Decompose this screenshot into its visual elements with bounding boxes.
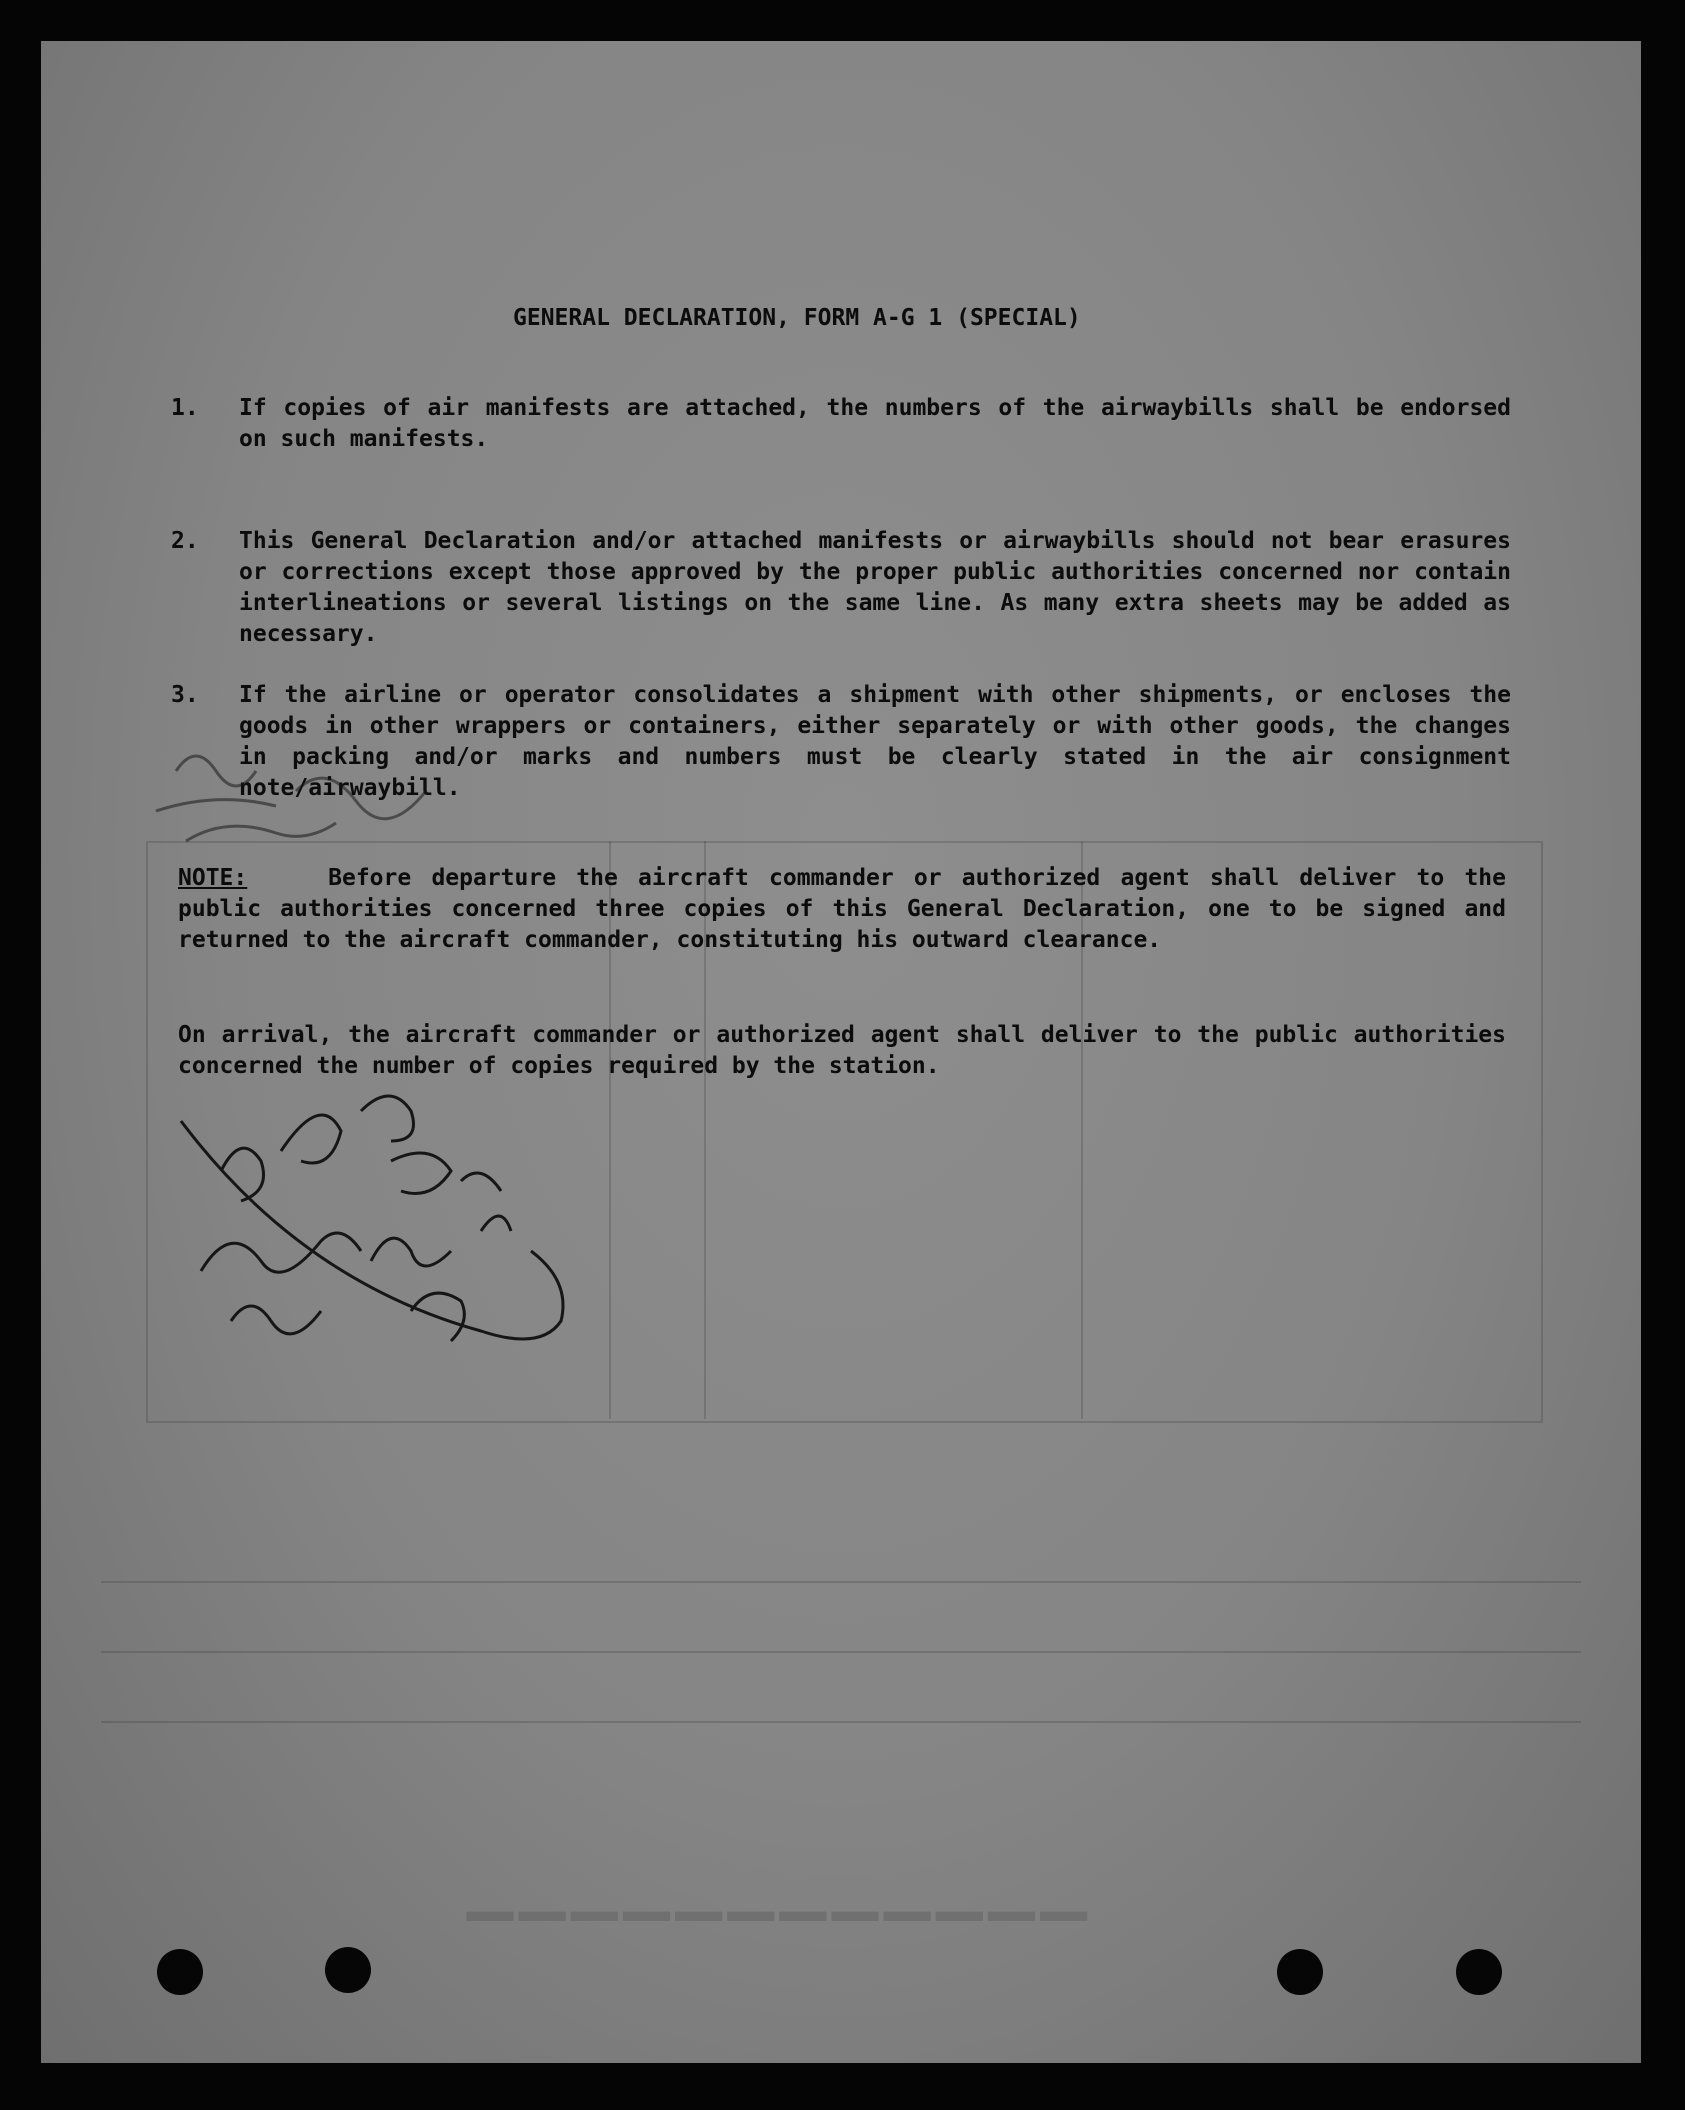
note-paragraph: [178, 863, 1506, 956]
handwritten-scribble: [146, 731, 616, 871]
document-title: GENERAL DECLARATION, FORM A-G 1 (SPECIAL): [513, 305, 1081, 331]
handwritten-signature: [161, 1061, 601, 1401]
instruction-item: [171, 526, 1511, 650]
show-through-heading: ▁▁▁▁▁▁▁▁▁▁▁▁: [461, 1851, 1087, 1921]
show-through-rule: [101, 1651, 1581, 1653]
instruction-text: This General Declaration and/or attached manifests or airwaybills should not bear erasures or corrections except those approved by the proper public authorities concerned nor contain interlineations or several listings on the same line. As many extra sheets may be added as necessary.: [239, 528, 1511, 647]
arrival-paragraph: On arrival, the aircraft commander or authorized agent shall deliver to the public authorities concerned the number of copies required by the station.: [178, 1022, 1506, 1079]
show-through-rule: [101, 1721, 1581, 1723]
punch-hole: [157, 1949, 203, 1995]
instruction-number: 1.: [171, 395, 199, 421]
instruction-number: 2.: [171, 528, 199, 554]
punch-hole: [1277, 1949, 1323, 1995]
punch-hole: [1456, 1949, 1502, 1995]
instruction-item: [171, 393, 1511, 455]
instruction-text: If copies of air manifests are attached, the numbers of the airwaybills shall be endorsed on such manifests.: [239, 395, 1511, 452]
punch-hole: [325, 1947, 371, 1993]
document-page: [41, 41, 1641, 2063]
instruction-number: 3.: [171, 682, 199, 708]
note-text: Before departure the aircraft commander or authorized agent shall deliver to the public authorities concerned three copies of this General Declaration, one to be signed and returned to the aircraft commander, constituting his outward clearance.: [178, 865, 1507, 953]
show-through-rule: [101, 1581, 1581, 1583]
note-label: NOTE:: [178, 865, 248, 891]
instruction-text: If the airline or operator consolidates a shipment with other shipments, or encloses the goods in other wrappers or containers, either separately or with other goods, the changes in packing and/or marks and numbers must be clearly stated in the air consignment note/airwaybill.: [239, 682, 1511, 801]
